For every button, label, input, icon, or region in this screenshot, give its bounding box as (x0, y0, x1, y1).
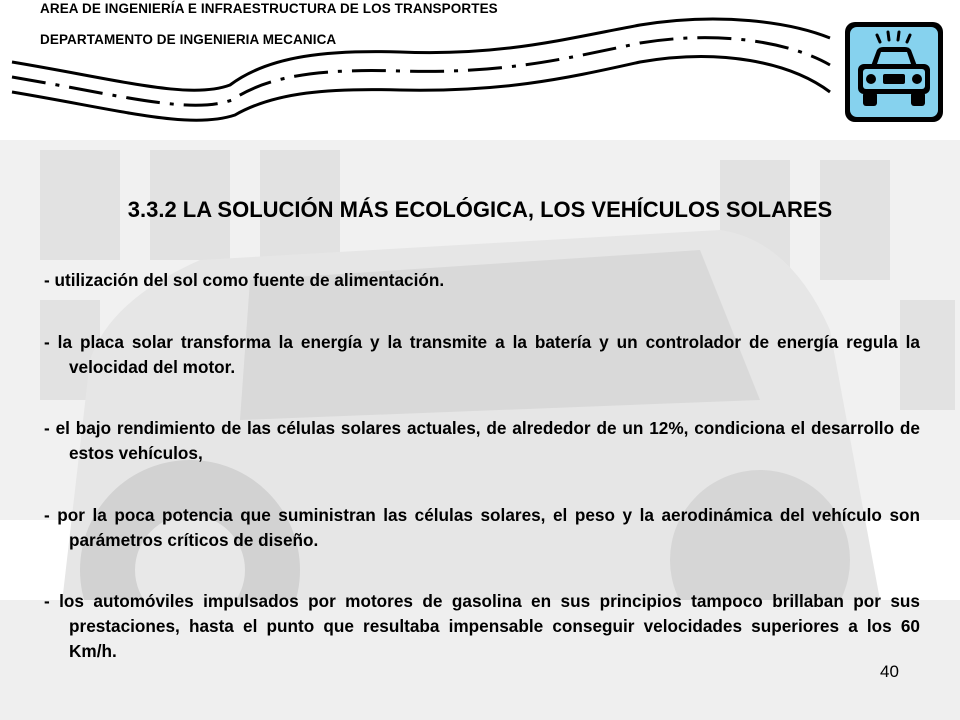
road-graphic (0, 0, 960, 140)
list-item: - por la poca potencia que suministran las células solares, el peso y la aerodinámica del vehículo son parámetros críticos de diseño. (44, 505, 920, 550)
header-department-area: AREA DE INGENIERÍA E INFRAESTRUCTURA DE LOS TRANSPORTES (40, 1, 498, 16)
header-department: DEPARTAMENTO DE INGENIERIA MECANICA (40, 32, 337, 47)
list-item: - los automóviles impulsados por motores de gasolina en sus principios tampoco brillaban por sus prestaciones, hasta el punto que resultaba impensable conseguir velocidades superiores a los 60 Km/h. (44, 591, 920, 661)
list-item: - la placa solar transforma la energía y la transmite a la batería y un controlador de energía regula la velocidad del motor. (44, 332, 920, 377)
slide-title: 3.3.2 LA SOLUCIÓN MÁS ECOLÓGICA, LOS VEHÍCULOS SOLARES (127, 197, 833, 222)
list-item: - utilización del sol como fuente de alimentación. (44, 270, 445, 290)
page-number: 40 (880, 662, 899, 681)
list-item: - el bajo rendimiento de las células solares actuales, de alrededor de un 12%, condiciona el desarrollo de estos vehículos, (44, 418, 920, 463)
car-icon (843, 20, 945, 124)
